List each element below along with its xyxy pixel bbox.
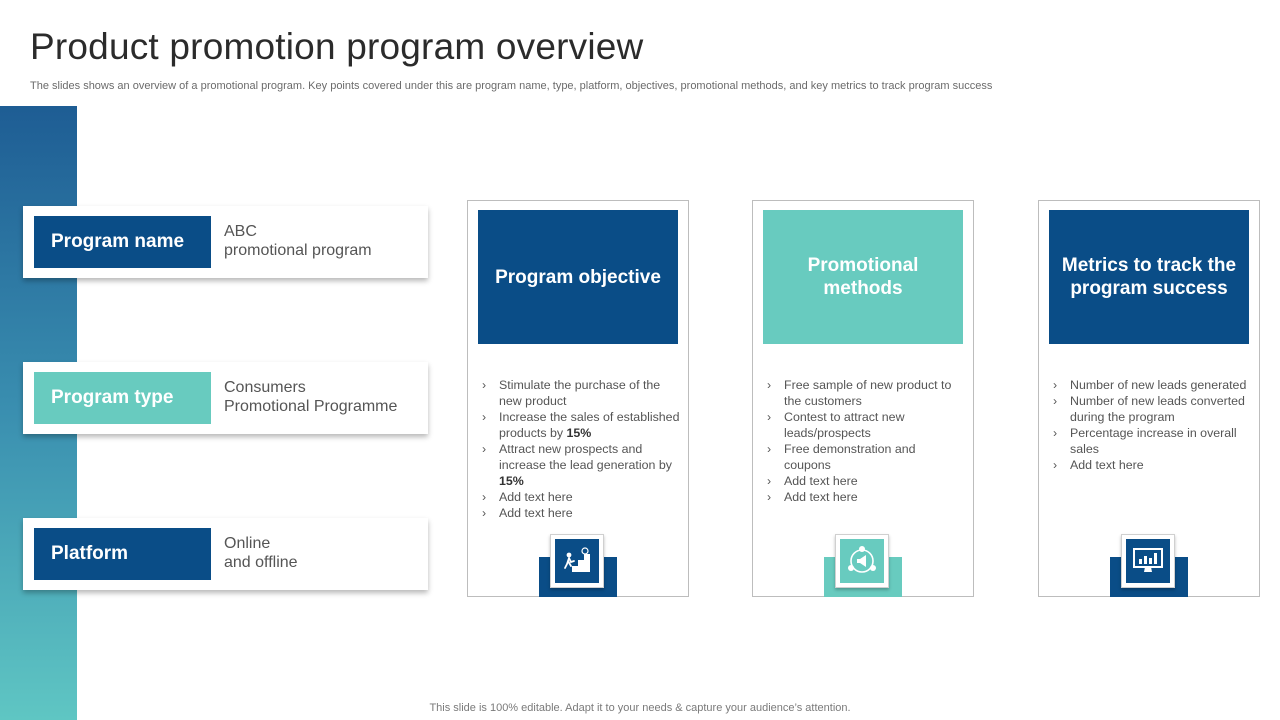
platform-label: Platform <box>34 528 211 580</box>
value-line: Online <box>224 535 271 552</box>
icon-frame <box>1121 534 1175 588</box>
program-name-value <box>224 222 372 260</box>
card-metrics <box>1038 200 1260 597</box>
item-text: Stimulate the purchase of the new product <box>499 378 661 408</box>
icon-frame <box>550 534 604 588</box>
item-text: Contest to attract new leads/prospects <box>784 410 905 440</box>
program-name-label: Program name <box>34 216 211 268</box>
value-line: and offline <box>224 554 298 571</box>
value-line: ABC <box>224 223 257 240</box>
item-text: Increase the sales of established products by <box>499 410 680 440</box>
list-item <box>765 409 965 441</box>
page-title: Product promotion program overview <box>30 26 644 67</box>
card-bullet-list <box>480 377 680 521</box>
stairs-success-icon <box>555 539 599 583</box>
list-item <box>480 489 680 505</box>
list-item <box>765 377 965 409</box>
list-item <box>1051 425 1251 457</box>
value-line: promotional program <box>224 242 372 259</box>
icon-frame <box>835 534 889 588</box>
list-item <box>765 473 965 489</box>
card-program-objective <box>467 200 689 597</box>
item-text: Free demonstration and coupons <box>784 442 916 472</box>
item-text: Add text here <box>499 506 573 520</box>
card-title: Metrics to track the program success <box>1049 210 1249 344</box>
item-bold: 15% <box>566 426 592 440</box>
item-text: Free sample of new product to the customers <box>784 378 952 408</box>
item-text: Percentage increase in overall sales <box>1070 426 1237 456</box>
item-text: Add text here <box>499 490 573 504</box>
card-title: Program objective <box>478 210 678 344</box>
info-row-program-type <box>23 362 428 434</box>
monitor-chart-icon <box>1126 539 1170 583</box>
page-subtitle: The slides shows an overview of a promotional program. Key points covered under this are program name, type, platform, objectives, promotional methods, and key metrics to track program success <box>30 80 993 92</box>
value-line: Promotional Programme <box>224 398 398 415</box>
item-text: Add text here <box>1070 458 1144 472</box>
card-bullet-list <box>765 377 965 505</box>
megaphone-network-icon <box>840 539 884 583</box>
program-type-label: Program type <box>34 372 211 424</box>
item-text: Number of new leads converted during the program <box>1070 394 1245 424</box>
card-promotional-methods <box>752 200 974 597</box>
list-item <box>765 489 965 505</box>
item-text: Number of new leads generated <box>1070 378 1247 392</box>
item-bold: 15% <box>499 474 524 488</box>
item-text: Attract new prospects and increase the lead generation by <box>499 442 672 472</box>
card-title: Promotional methods <box>763 210 963 344</box>
item-text: Add text here <box>784 490 858 504</box>
list-item <box>480 377 680 409</box>
program-type-value <box>224 378 397 416</box>
info-row-platform <box>23 518 428 590</box>
card-bullet-list <box>1051 377 1251 473</box>
list-item <box>1051 377 1251 393</box>
list-item <box>480 409 680 441</box>
list-item <box>765 441 965 473</box>
list-item <box>1051 393 1251 425</box>
info-row-program-name <box>23 206 428 278</box>
value-line: Consumers <box>224 379 306 396</box>
item-text: Add text here <box>784 474 858 488</box>
list-item <box>480 441 680 489</box>
list-item <box>480 505 680 521</box>
platform-value <box>224 534 298 572</box>
list-item <box>1051 457 1251 473</box>
footer-note: This slide is 100% editable. Adapt it to your needs & capture your audience’s attention. <box>429 702 851 714</box>
